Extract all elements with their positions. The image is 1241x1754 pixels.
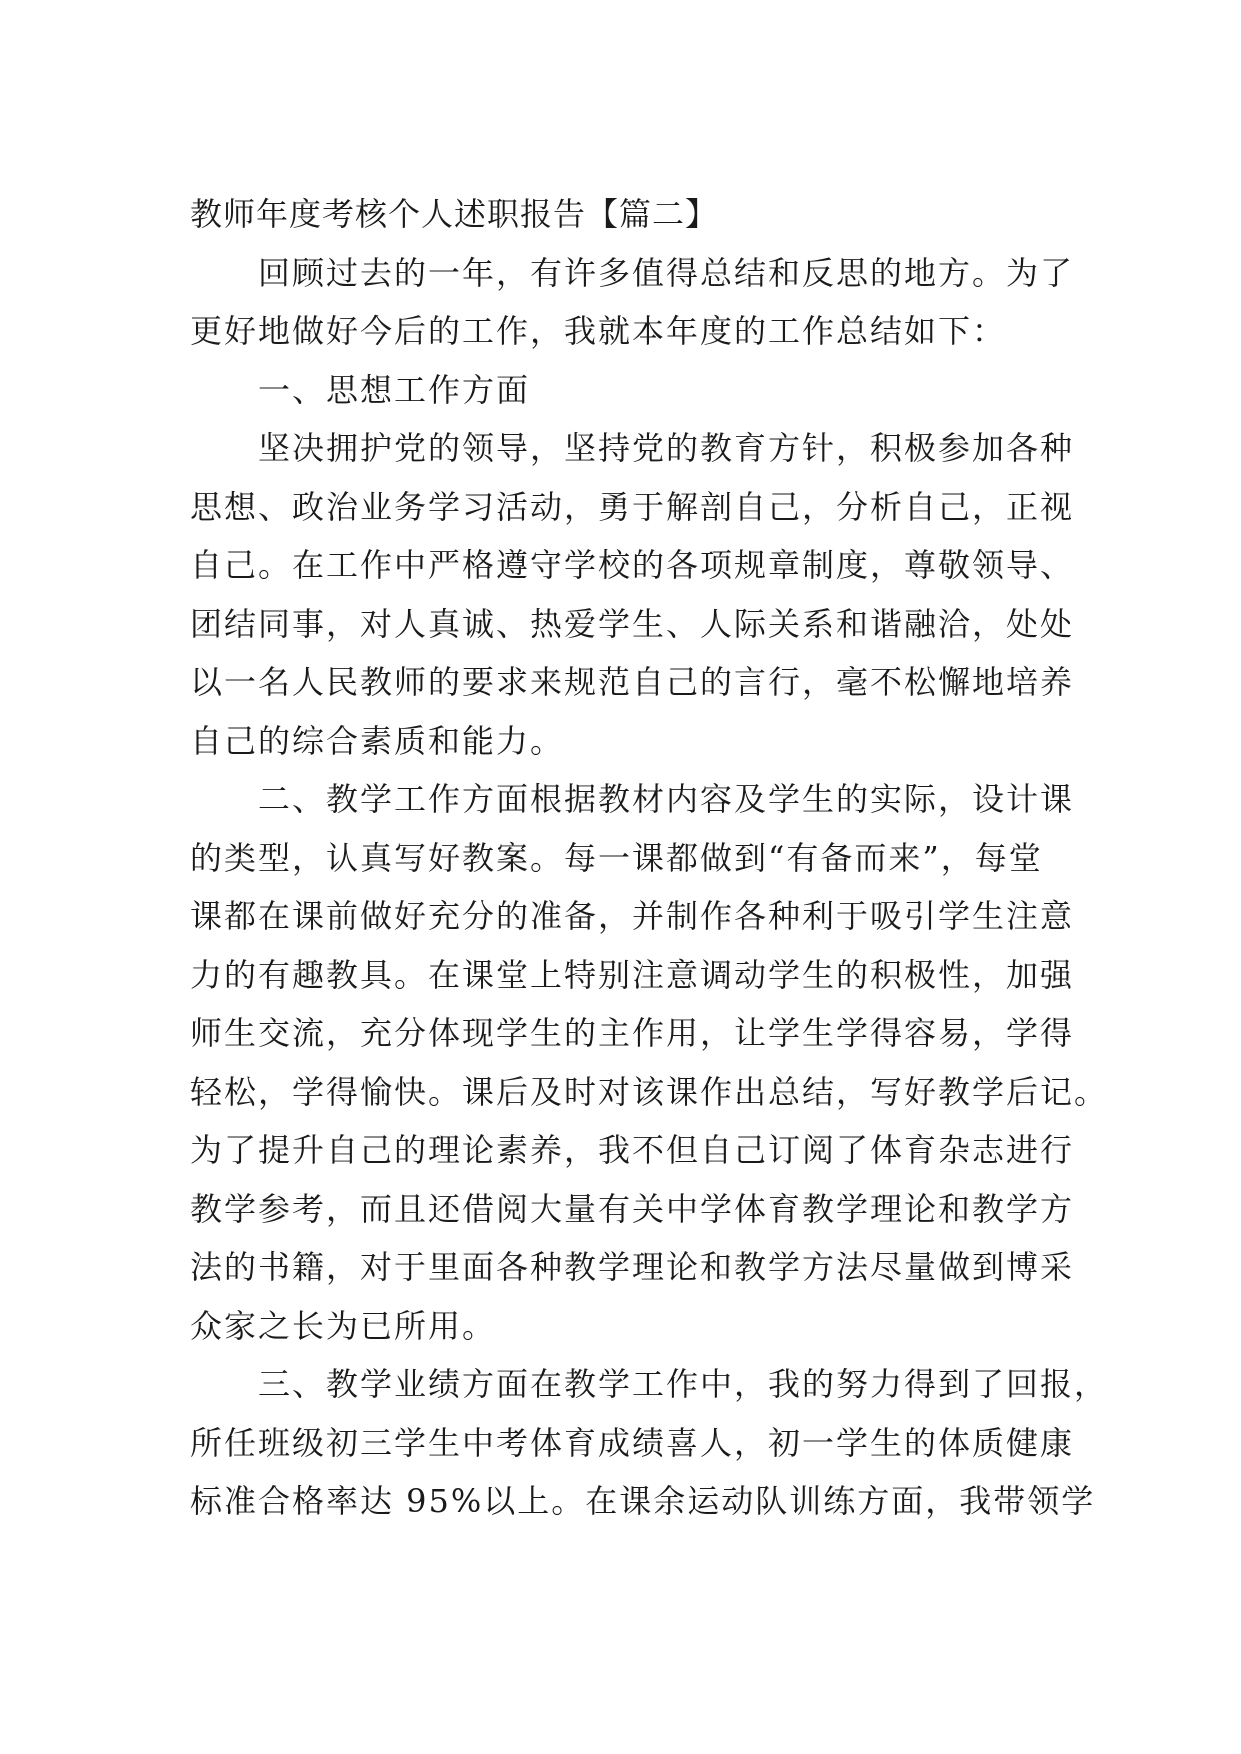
section-heading-results: 三、教学业绩方面在教学工作中，我的努力得到了回报， [258, 1365, 1109, 1403]
text-line: 更好地做好今后的工作，我就本年度的工作总结如下： [190, 312, 1007, 350]
text-line: 标准合格率达 95%以上。在课余运动队训练方面，我带领学 [190, 1482, 1096, 1520]
text-line: 教学参考，而且还借阅大量有关中学体育教学理论和教学方 [190, 1189, 1075, 1228]
text-line: 为了提升自己的理论素养，我不但自己订阅了体育杂志进行 [190, 1131, 1075, 1169]
section-heading-thought: 一、思想工作方面 [258, 370, 531, 409]
text-line: 众家之长为已所用。 [190, 1306, 497, 1345]
document-body [190, 185, 1109, 1531]
text-line: 课都在课前做好充分的准备，并制作各种利于吸引学生注意 [190, 897, 1075, 935]
text-line: 思想、政治业务学习活动，勇于解剖自己，分析自己，正视 [190, 487, 1075, 526]
text-line: 的类型，认真写好教案。每一课都做到“有备而来”，每堂 [190, 838, 1043, 877]
text-line: 师生交流，充分体现学生的主作用，让学生学得容易，学得 [190, 1014, 1075, 1052]
text-line: 自己的综合素质和能力。 [190, 721, 565, 760]
text-line: 团结同事，对人真诚、热爱学生、人际关系和谐融洽，处处 [190, 604, 1075, 643]
document-title: 教师年度考核个人述职报告【篇二】 [190, 195, 719, 233]
text-line: 回顾过去的一年，有许多值得总结和反思的地方。为了 [258, 253, 1075, 292]
text-line: 以一名人民教师的要求来规范自己的言行，毫不松懈地培养 [190, 663, 1075, 701]
text-line: 自己。在工作中严格遵守学校的各项规章制度，尊敬领导、 [190, 546, 1075, 584]
section-heading-teaching: 二、教学工作方面根据教材内容及学生的实际，设计课 [258, 780, 1075, 818]
text-line: 轻松，学得愉快。课后及时对该课作出总结，写好教学后记。 [190, 1072, 1109, 1111]
text-line: 所任班级初三学生中考体育成绩喜人，初一学生的体质健康 [190, 1423, 1075, 1462]
text-line: 力的有趣教具。在课堂上特别注意调动学生的积极性，加强 [190, 955, 1075, 994]
text-line: 坚决拥护党的领导，坚持党的教育方针，积极参加各种 [258, 429, 1075, 467]
text-line: 法的书籍，对于里面各种教学理论和教学方法尽量做到博采 [190, 1248, 1075, 1286]
